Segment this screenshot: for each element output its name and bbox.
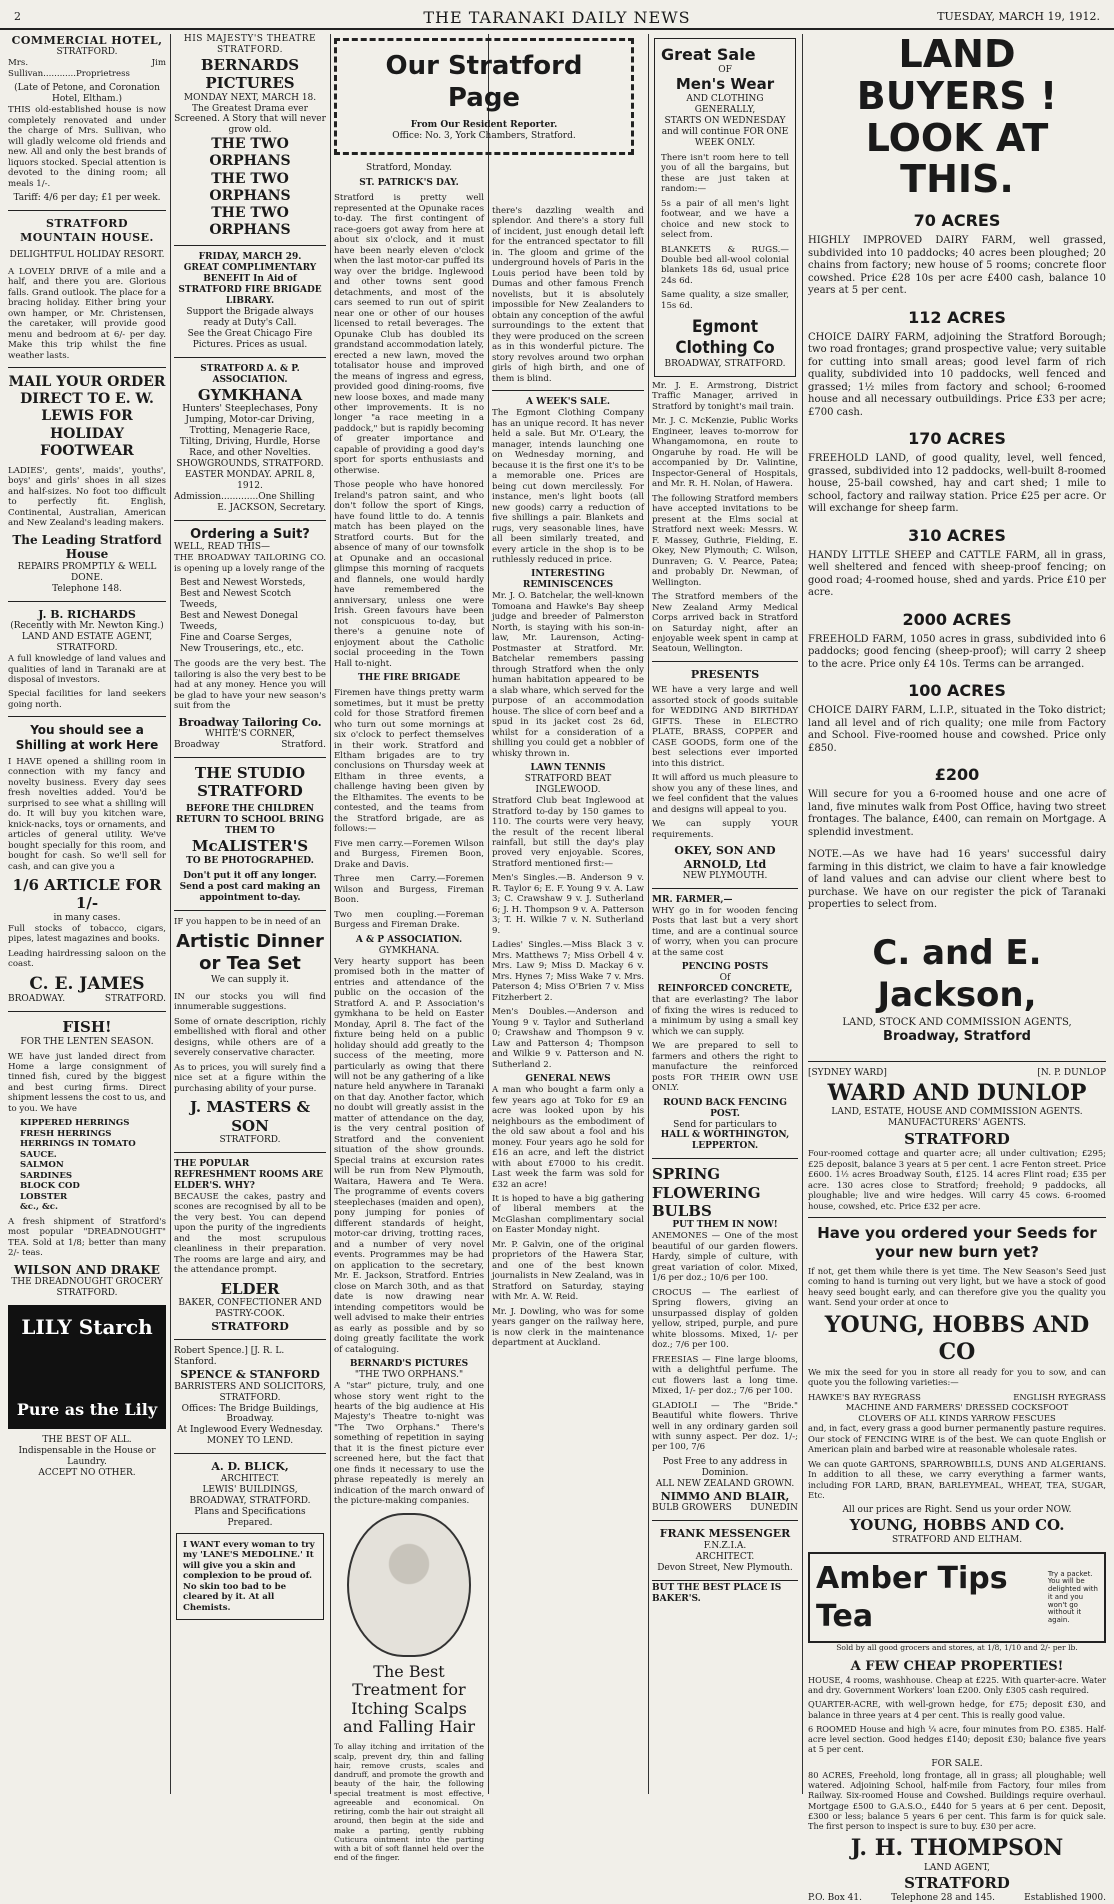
thompson-town: STRATFORD bbox=[904, 1874, 1010, 1893]
fire-brigade-heading: THE FIRE BRIGADE bbox=[358, 673, 460, 684]
fnzia: F.N.Z.I.A. bbox=[703, 1540, 747, 1551]
messenger-title: FRANK MESSENGER bbox=[659, 1527, 791, 1541]
ward-dunlop: WARD AND DUNLOP bbox=[827, 1079, 1087, 1106]
put-them-in: PUT THEM IN NOW! bbox=[672, 1220, 778, 1231]
column-1 bbox=[8, 34, 166, 1794]
tennis-sub: STRATFORD BEAT INGLEWOOD. bbox=[524, 774, 612, 796]
masthead: THE TARANAKI DAILY NEWS bbox=[423, 8, 691, 27]
acres-310-body: HANDY LITTLE SHEEP and CATTLE FARM, all in grass, well sheltered and fenced with sheep-proof fencing; on good road; 4-roomed house, shed and yards. Price £10 per acre. bbox=[808, 549, 1106, 599]
ap-heading: A & P ASSOCIATION. bbox=[355, 934, 463, 945]
elder-title: ELDER bbox=[220, 1279, 280, 1298]
suit-item: Best and Newest Scotch Tweeds, bbox=[180, 589, 292, 611]
fire-brigade-body-4: Two men coupling.—Foreman Burgess and Fireman Drake. bbox=[334, 909, 484, 931]
clothing-generally: AND CLOTHING GENERALLY, bbox=[686, 93, 764, 115]
theatre-title: HIS MAJESTY'S THEATRE STRATFORD. bbox=[183, 34, 317, 55]
fish-item: FRESH HERRINGS bbox=[20, 1128, 112, 1139]
hotel-town: STRATFORD. bbox=[56, 47, 118, 58]
amber-tips-ad bbox=[808, 1552, 1106, 1643]
studio-body: BEFORE THE CHILDREN RETURN TO SCHOOL BRING THEM TO bbox=[176, 804, 324, 837]
spence-offices: Offices: The Bridge Buildings, Broadway. bbox=[181, 1403, 319, 1425]
bulb-crocus: CROCUS — The earliest of Spring flowers, giving an unsurpassed display of golden yellow, striped, purple, and pure white blossoms. Mixed, 1/- per doz.; 7/6 per 100. bbox=[652, 1287, 798, 1351]
price-200: £200 bbox=[934, 765, 980, 785]
jackson-title: C. and E. Jackson, bbox=[872, 932, 1042, 1016]
friday-date: FRIDAY, MARCH 29. bbox=[198, 251, 302, 262]
james-title: C. E. JAMES bbox=[29, 973, 145, 994]
news-body-3: Mr. P. Galvin, one of the original proprietors of the Hawera Star, and one of the best known journalists in New Zealand, was in Stratford on Saturday, staying with Mr. A. W. Reid. bbox=[492, 1239, 644, 1303]
stratford-page-banner bbox=[334, 38, 634, 155]
messenger-architect: ARCHITECT. bbox=[695, 1551, 755, 1562]
fish-item: HERRINGS IN TOMATO SAUCE. bbox=[20, 1139, 136, 1160]
column-2 bbox=[174, 34, 326, 1794]
jackson-sub: LAND, STOCK AND COMMISSION AGENTS, bbox=[842, 1016, 1072, 1028]
dreadnought-tea: A fresh shipment of Stratford's most popular "DREADNOUGHT" TEA. Sold at 1/8; better than many 2/- teas. bbox=[8, 1216, 166, 1259]
sale-body-2: 5s a pair of all men's light footwear, and we have a choice and new stock to select from. bbox=[661, 198, 789, 241]
acres-2000-body: FREEHOLD FARM, 1050 acres in grass, subdivided into 6 paddocks; good fencing (sheep-proof); will carry 2 sheep to the acre. Price only £4 10s. Terms can be arranged. bbox=[808, 633, 1106, 670]
medoline-ad: I WANT every woman to try my 'LANE'S MEDOLINE.' It will give you a skin and complexion to be proud of. No skin too bad to be cleared by it. At all Chemists. bbox=[176, 1533, 324, 1620]
fish-item: SALMON bbox=[20, 1160, 64, 1171]
ward-sub: LAND, ESTATE, HOUSE AND COMMISSION AGENTS. MANUFACTURERS' AGENTS. bbox=[831, 1107, 1083, 1129]
bulb-freesias: FREESIAS — Fine large blooms, with a delightful perfume. The cut flowers last a long time. Mixed, 1/- per doz.; 7/6 per 100. bbox=[652, 1354, 798, 1397]
broadway-label: Broadway bbox=[174, 739, 220, 750]
easter-date: EASTER MONDAY. APRIL 8, 1912. bbox=[184, 469, 316, 491]
fish-item: &c., &c. bbox=[20, 1202, 58, 1213]
cheap-properties: A FEW CHEAP PROPERTIES! bbox=[850, 1658, 1064, 1674]
young-hobbs-2: YOUNG, HOBBS AND CO. bbox=[849, 1516, 1065, 1535]
two-orphans: THE TWO ORPHANS bbox=[209, 204, 291, 238]
mountain-house-sub: DELIGHTFUL HOLIDAY RESORT. bbox=[9, 249, 165, 260]
bernards-story: A "star" picture, truly, and one whose story went right to the hearts of the big audience at His Majesty's Theatre to-night was "The Two Orphans." There's something of repetition in saying that it is the finest picture ever screened here, but the fact that one finds it necessary to use the phrase repeatedly is merely an indication of the march onward of the picture-making companies. bbox=[334, 1381, 484, 1507]
shilling-title: You should see a Shilling at work Here bbox=[15, 723, 159, 753]
okey-town: NEW PLYMOUTH. bbox=[682, 870, 768, 881]
telephone: Telephone 148. bbox=[52, 583, 122, 594]
for-sale: FOR SALE. bbox=[931, 1758, 983, 1769]
elder-town: STRATFORD bbox=[211, 1319, 289, 1333]
young-hobbs-towns: STRATFORD AND ELTHAM. bbox=[891, 1534, 1023, 1545]
young-body: We mix the seed for you in store all ready for you to sow, and can quote you the following varieties:— bbox=[808, 1366, 1106, 1388]
spence-names: Robert Spence.] [J. R. L. Stanford. bbox=[174, 1346, 285, 1368]
items-body: Mr. J. E. Armstrong, District Traffic Manager, arrived in Stratford by tonight's mail train. bbox=[652, 380, 798, 412]
page-number: 2 bbox=[14, 10, 21, 23]
egmont-clothing: Egmont Clothing Co bbox=[675, 317, 775, 359]
lily-starch-ad bbox=[8, 1305, 166, 1429]
seeds-body: If not, get them while there is yet time. The New Season's Seed just coming to hand is turning out very light, but we have a stock of good heavy seed bought early, and can therefore give you the quality you want. Send your order at once to bbox=[808, 1265, 1106, 1308]
general-news-heading: GENERAL NEWS bbox=[525, 1074, 611, 1085]
young-body-3: We can quote GARTONS, SPARROWBILLS, DUNS AND ALGERIANS. In addition to all these, we carry everything a farmer wants, including FOR LARD, BRAN, BARLEYMEAL, WHEAT, TEA, SUGAR, Etc. bbox=[808, 1458, 1106, 1501]
lily-accept: ACCEPT NO OTHER. bbox=[38, 1468, 136, 1479]
sydney-ward: [SYDNEY WARD] bbox=[808, 1068, 887, 1079]
items-body-3: The following Stratford members have accepted invitations to be present at the Elms social at Stratford next week: Messrs. W. F. Massey, Guthrie, Fielding, E. Okey, New Plymouth; C. Wilson, Dunraven; G. V. Pearce, Patea; and probably Dr. Newman, of Wellington. bbox=[652, 493, 798, 588]
wilson-drake: WILSON AND DRAKE bbox=[14, 1262, 160, 1277]
all-nz-grown: ALL NEW ZEALAND GROWN. bbox=[655, 1478, 795, 1489]
grass-clovers: CLOVERS OF ALL KINDS YARROW FESCUES bbox=[858, 1412, 1056, 1423]
st-patricks-body: Stratford is pretty well represented at the Opunake races to-day. The first contingent of race-goers got away from here at about six o'clock, and it must have been nearly eleven o'clock when the last motor-car puffed its way over the bridge. Inglewood and other towns sent good detachments, and most of the cars seemed to run out of spirit near one or other of our houses licensed to retail beverages. The Opunake Club has doubled its grandstand accommodation lately, erected a new lawn, moved the totalisator house and improved the means of ingress and egress, provided good dining-rooms, five new loose boxes, and made many other improvements. It is no longer "a race meeting in a paddock," but is rapidly becoming of greater importance and capable of providing a good day's sport for sports enthusiasts and otherwise. bbox=[334, 193, 484, 476]
fish-sub: FOR THE LENTEN SEASON. bbox=[20, 1036, 154, 1047]
sale-starts: STARTS ON WEDNESDAY and will continue FOR ONE WEEK ONLY. bbox=[661, 115, 789, 148]
presents-body-3: We can supply YOUR requirements. bbox=[652, 819, 798, 840]
messenger-devon: Devon Street, New Plymouth. bbox=[657, 1562, 793, 1573]
mountain-house-body: A LOVELY DRIVE of a mile and a half, and there you are. Glorious falls. Grand outlook. The place for a bracing holiday. Either bring your own hamper, or Mr. Christensen, the caretaker, will provide good menu and bedroom at 6/- per day. Make this trip whilst the fine weather lasts. bbox=[8, 266, 166, 361]
admission: Admission.............One Shilling bbox=[174, 491, 315, 502]
column-rule bbox=[648, 34, 649, 1794]
chicago-fire: See the Great Chicago Fire Pictures. Prices as usual. bbox=[187, 328, 313, 350]
look-at-this: LOOK AT THIS. bbox=[865, 115, 1049, 202]
presents-heading: PRESENTS bbox=[690, 667, 760, 681]
tennis-body-2: Men's Singles.—B. Anderson 9 v. R. Taylor 6; E. F. Young 9 v. A. Law 3; C. Crawshaw 9 v. J. Sutherland 6; J. H. Thompson 9 v. A. Patterson 3; T. H. Wilkie 7 v. N. Sutherland 9. bbox=[492, 873, 644, 936]
suit-item: Fine and Coarse Serges, bbox=[180, 633, 293, 644]
thompson-est: Established 1900. bbox=[1024, 1892, 1106, 1903]
photographed: TO BE PHOTOGRAPHED. bbox=[186, 855, 314, 866]
dinner-intro: IF you happen to be in need of an bbox=[174, 916, 321, 927]
brigade-support: Support the Brigade always ready at Duty's Call. bbox=[186, 306, 314, 328]
dateline: Stratford, Monday. bbox=[366, 163, 452, 174]
elder-head: THE POPULAR REFRESHMENT ROOMS ARE ELDER'S. WHY? bbox=[174, 1158, 324, 1191]
posts-body: that are everlasting? The labor of fixing the wires is reduced to a minimum by using a small key which we can supply. bbox=[652, 995, 798, 1037]
items-body-2: Mr. J. C. McKenzie, Public Works Engineer, leaves to-morrow for Whangamomona, en route to Ongaruhe by road. He will be accompanied by Dr. Valintine, Inspector-General of Hospitals, and Mr. R. H. Nolan, of Hawera. bbox=[652, 416, 798, 490]
column-rule bbox=[330, 34, 331, 1794]
fish-item: LOBSTER bbox=[20, 1191, 68, 1202]
scalp-title: The Best Treatment for Itching Scalps and Falling Hair bbox=[343, 1661, 475, 1736]
spring-bulbs-title: SPRING FLOWERING BULBS bbox=[652, 1165, 761, 1221]
fish-item: BLOCK COD bbox=[20, 1181, 80, 1192]
st-patricks-heading: ST. PATRICK'S DAY. bbox=[359, 178, 459, 189]
ward-town: STRATFORD bbox=[904, 1129, 1010, 1148]
amber-sold: Sold by all good grocers and stores, at 1/8, 1/10 and 2/- per lb. bbox=[836, 1643, 1078, 1653]
acres-112: 112 ACRES bbox=[908, 307, 1006, 327]
st-patricks-body-2: Those people who have honored Ireland's patron saint, and who don't follow the sport of Kings, have found little to do. A tennis match has been played on the Stratford courts. But for the absence of many of our townsfolk at Opunake and an occasional glimpse this morning of racquets and flannels, one would hardly have remembered the anniversary, unless one were Irish. Green favours have been not conspicuous to-day, but there's a genuine note of enjoyment about the Catholic social proceeding in the Town Hall to-night. bbox=[334, 480, 484, 669]
posts-body-2: We are prepared to sell to farmers and others the right to manufacture the reinforced posts FOR THEIR OWN USE ONLY. bbox=[652, 1041, 798, 1094]
hotel-proprietress: Mrs. Jim Sullivan............Proprietress bbox=[8, 58, 166, 79]
sale-body-4: Same quality, a size smaller, 15s 6d. bbox=[661, 290, 789, 311]
ap-association: STRATFORD A. & P. ASSOCIATION. bbox=[200, 363, 300, 385]
page-header bbox=[0, 8, 1114, 30]
acres-170-body: FREEHOLD LAND, of good quality, level, well fenced, grassed, subdivided into 12 paddocks, well-built 8-roomed house, 25-bail cowshed, hay and cart shed; 1 mile to school, factory and railway station. Price £25 per acre. Or will exchange for sheep farm. bbox=[808, 453, 1106, 515]
dunedin: DUNEDIN bbox=[750, 1503, 798, 1514]
blick-plans: Plans and Specifications Prepared. bbox=[194, 1506, 306, 1528]
dinner-title: Artistic Dinner or Tea Set bbox=[176, 931, 324, 974]
gymkhana-body: Hunters' Steeplechases, Pony Jumping, Motor-car Driving, Trotting, Menagerie Race, Tilting, Driving, Hurdle, Horse Race, and other Novelties. bbox=[179, 403, 321, 458]
studio-title: THE STUDIO STRATFORD bbox=[194, 763, 306, 801]
hotel-body: THIS old-established house is now completely renovated and under the charge of Mrs. Sullivan, who will gladly welcome old friends and new. All and only the best brands of liquors stocked. Special attention is devoted to the dining room; all meals 1/-. bbox=[8, 105, 166, 189]
orphans-story-cont: there's dazzling wealth and splendor. And there's a story full of incident, just enough detail left for the entranced spectator to fill in. The gloom and grime of the underground hovels of Paris in the Louis period have been told by Dumas and other famous French novelists, but it is absolutely impossible for New Zealanders to obtain any conception of the awful surroundings to the extent that they were produced on the screen as in this wonderful picture. The story revolves around two orphan girls of high birth, and one of them is blind. bbox=[492, 206, 644, 384]
cheap-4: 80 ACRES, Freehold, long frontage, all in grass; all ploughable; well watered. Adjoining School, half-mile from Factory, four miles from Railway. Six-roomed House and Cowshed. Buildings require overhaul. Mortgage £500 to G.A.S.O., £440 for 5 years at 6 per cent. Deposit, £300 or less; balance 5 years 6 per cent. This farm is for quick sale. The first person to inspect is sure to buy. £30 per acre. bbox=[808, 1769, 1106, 1832]
jackson-note: NOTE.—As we have had 16 years' successful dairy farming in this district, we claim to have a fair knowledge of land values and can advise our client where best to purchase. We have on our register the pick of Taranaki properties to select from. bbox=[808, 849, 1106, 911]
column-rule bbox=[170, 34, 171, 1794]
news-body: A man who bought a farm only a few years ago at Toko for £9 an acre was looked upon by his neighbours as the embodiment of the old saw about a fool and his money. Four years ago he sold for £16 an acre, and left the district with about £7000 to his credit. Last week the farm was sold for £32 an acre! bbox=[492, 1085, 644, 1190]
np-dunlop: [N. P. DUNLOP bbox=[1037, 1068, 1106, 1079]
benefit: GREAT COMPLIMENTARY BENEFIT In Aid of STRATFORD FIRE BRIGADE LIBRARY. bbox=[178, 262, 322, 306]
thompson-tel: Telephone 28 and 145. bbox=[891, 1892, 996, 1903]
news-body-2: It is hoped to have a big gathering of liberal members at the McGlashan complimentary social on Easter Monday night. bbox=[492, 1193, 644, 1236]
richards-sub: (Recently with Mr. Newton King.) bbox=[10, 621, 164, 632]
whites-corner: WHITE'S CORNER, bbox=[205, 728, 295, 739]
bernards-monday: MONDAY NEXT, MARCH 18. bbox=[183, 92, 317, 103]
column-6 bbox=[808, 32, 1106, 1903]
cheap-1: HOUSE, 4 rooms, washhouse. Cheap at £225. With quarter-acre. Water and dry. Government Workers' loan £200. Only £305 cash required. bbox=[808, 1674, 1106, 1696]
broadway-tailoring: Broadway Tailoring Co. bbox=[178, 715, 322, 729]
article-cases: in many cases. bbox=[53, 912, 121, 923]
presents-body-2: It will afford us much pleasure to show you any of these lines, and we feel confident that the values and designs will appeal to you. bbox=[652, 773, 798, 815]
grass-cocksfoot: MACHINE AND FARMERS' DRESSED COCKSFOOT bbox=[845, 1402, 1069, 1413]
james-addr-right: STRATFORD. bbox=[104, 994, 166, 1005]
richards-special: Special facilities for land seekers going north. bbox=[8, 689, 166, 710]
sale-of: OF bbox=[718, 64, 732, 75]
fire-brigade-body: Firemen have things pretty warm sometimes, but it must be pretty cold for those Stratford firemen who turn out some mornings at six o'clock to perfect themselves in their work. Stratford and Eltham brigades are to try conclusions on Thursday week at Eltham in three events, a challenge having been given by the Elthamites. The events to be contested, and the teams from the Stratford brigade, are as follows:— bbox=[334, 688, 484, 835]
young-hobbs: YOUNG, HOBBS AND CO bbox=[824, 1311, 1090, 1366]
acres-70-body: HIGHLY IMPROVED DAIRY FARM, well grassed, subdivided into 10 paddocks; 40 acres been ploughed; 20 chains from factory; new house of 5 rooms; concrete floor cowshed. Price £28 10s per acre £400 cash, balance 10 years at 5 per cent. bbox=[808, 235, 1106, 297]
send-particulars: Send for particulars to bbox=[673, 1119, 777, 1130]
thompson-sub: LAND AGENT, bbox=[923, 1862, 991, 1873]
week-sale-heading: A WEEK'S SALE. bbox=[526, 397, 610, 408]
money-to-lend: MONEY TO LEND. bbox=[206, 1436, 294, 1447]
tennis-body: Stratford Club beat Inglewood at Stratford to-day by 150 games to 110. The courts were very heavy, the result of the recent liberal rainfall, but still the day's play proved very enjoyable. Scores, Stratford mentioned first:— bbox=[492, 796, 644, 869]
great-sale: Great Sale bbox=[661, 45, 756, 64]
wilson-drake-sub: THE DREADNOUGHT GROCERY STRATFORD. bbox=[11, 1277, 163, 1299]
lily-slogan: Pure as the Lily bbox=[16, 1399, 158, 1419]
amber-try: Try a packet. You will be delighted with it and you won't go without it again. bbox=[1047, 1569, 1098, 1624]
saloon: Leading hairdressing saloon on the coast. bbox=[8, 948, 166, 970]
jackson-address: Broadway, Stratford bbox=[883, 1029, 1031, 1045]
gymkhana-title: GYMKHANA bbox=[197, 385, 303, 404]
acres-2000: 2000 ACRES bbox=[902, 609, 1012, 629]
hotel-title: COMMERCIAL HOTEL, bbox=[11, 34, 163, 47]
dinner-body-2: Some of ornate description, richly embellished with floral and other designs, while others are of a severely conservative character. bbox=[174, 1016, 326, 1059]
lily-best: THE BEST OF ALL. bbox=[42, 1435, 132, 1446]
suit-item: New Trouserings, etc., etc. bbox=[180, 644, 304, 655]
bernards-drama: The Greatest Drama ever Screened. A Story that will never grow old. bbox=[174, 103, 326, 136]
gymkhana-heading: GYMKHANA. bbox=[378, 945, 440, 956]
tennis-heading: LAWN TENNIS bbox=[530, 763, 606, 774]
fencing-posts: PENCING POSTS bbox=[681, 962, 769, 973]
acres-100-body: CHOICE DAIRY FARM, L.I.P., situated in the Toko district; land all level and of rich quality; one mile from Factory and School. Five-roomed house and cowshed. Price only £850. bbox=[808, 705, 1106, 754]
gymkhana-story: Very hearty support has been promised both in the matter of entries and attendance of the public on the occasion of the Stratford A. and P. Association's gymkhana to be held on Easter Monday, April 8. The fact of the fixture being held on a public holiday should add greatly to the success of the meeting, more particularly as owing that there will not be any gathering of a like nature held anywhere in Taranaki on that day. Another factor, which no doubt will greatly assist in the matter of attendance on the day, is the very central position of Stratford and the convenient situation of the show grounds. Special trains at excursion rates will be run from New Plymouth, Waitara, Hawera and Te Wera. The programme of events covers steeplechases (maiden and open), pony jumping for ponies of different standards of height, motor-car driving, trotting races, and a number of very novel events. Programmes may be had on application to the secretary, Mr. E. Jackson, Stratford. Entries close on March 30th, and as that date is now drawing near intending competitors would be well advised to make their entries as early as possible and by so doing greatly facilitate the work of cataloguing. bbox=[334, 956, 484, 1355]
nimmo-blair: NIMMO AND BLAIR, bbox=[660, 1489, 790, 1503]
reminiscences-body: Mr. J. O. Batchelar, the well-known Tomoana and Hawke's Bay sheep judge and breeder of Palmerston North, is staying with his son-in-law, Mr. Laurenson, Acting-Postmaster at Stratford. Mr. Batchelar remembers passing through Stratford when the only human habitation appeared to be a slab whare, which served for the purpose of an accommodation house. The slice of corn beef and a spud in its jacket cost 2s 6d, whilst for a consideration of a shilling you could get a nobbler of whisky thrown in. bbox=[492, 591, 644, 759]
mail-order-body: LADIES', gents', maids', youths', boys' and girls' shoes in all sizes and half-sizes. No foot too difficult to perfectly fit. English, Continental, Australian, American and New Zealand's leading makers. bbox=[8, 465, 166, 529]
showgrounds: SHOWGROUNDS, STRATFORD. bbox=[176, 458, 324, 469]
okey-arnold: OKEY, SON AND ARNOLD, Ltd bbox=[674, 844, 776, 871]
acres-310: 310 ACRES bbox=[908, 525, 1006, 545]
thompson-title: J. H. THOMPSON bbox=[850, 1835, 1064, 1862]
spence-sub: BARRISTERS AND SOLICITORS, STRATFORD. bbox=[174, 1381, 326, 1403]
suit-body: THE BROADWAY TAILORING CO. is opening up a lovely range of the bbox=[174, 553, 326, 574]
leading-house: The Leading Stratford House bbox=[12, 532, 162, 562]
lily-starch-title: LILY Starch bbox=[21, 1315, 153, 1340]
suit-title: Ordering a Suit? bbox=[190, 526, 310, 542]
repairs: REPAIRS PROMPTLY & WELL DONE. bbox=[17, 561, 157, 583]
mens-wear-sale-ad bbox=[654, 38, 796, 377]
egmont-address: BROADWAY, STRATFORD. bbox=[664, 358, 786, 369]
bernards-title: BERNARDS PICTURES bbox=[200, 55, 300, 93]
post-free: Post Free to any address in Dominion. bbox=[662, 1456, 788, 1478]
suit-body-2: The goods are the very best. The tailoring is also the very best to be had at any money. Hence you will be glad to have your new season's suit from the bbox=[174, 659, 326, 712]
bulb-growers: BULB GROWERS bbox=[652, 1503, 732, 1514]
acres-100: 100 ACRES bbox=[908, 681, 1006, 701]
hall-worthington: HALL & WORTHINGTON, LEPPERTON. bbox=[660, 1130, 790, 1152]
fish-item: SARDINES bbox=[20, 1170, 73, 1181]
suit-item: Best and Newest Donegal Tweeds, bbox=[180, 611, 298, 633]
hotel-late: (Late of Petone, and Coronation Hotel, Eltham.) bbox=[14, 83, 160, 105]
dinner-supply: We can supply it. bbox=[211, 974, 289, 985]
acres-112-body: CHOICE DAIRY FARM, adjoining the Stratford Borough; two road frontages; grand prospective value; very suitable for cutting into small areas; good level farm of rich quality, subdivided into 10 paddocks, well fenced and grassed; 1½ miles from factory and school; 6-roomed house and all necessary outbuildings. Price £33 per acre; £700 cash. bbox=[808, 331, 1106, 418]
masters-town: STRATFORD. bbox=[219, 1134, 281, 1145]
sale-body-3: BLANKETS & RUGS.—Double bed all-wool colonial blankets 18s 6d, usual price 24s 6d. bbox=[661, 244, 789, 286]
richards-title: J. B. RICHARDS bbox=[38, 607, 136, 621]
blick-architect: ARCHITECT. bbox=[220, 1473, 280, 1484]
suit-item: Best and Newest Worsteds, bbox=[180, 578, 306, 589]
grass-hawkes-bay: HAWKE'S BAY RYEGRASS bbox=[808, 1391, 921, 1402]
news-body-4: Mr. J. Dowling, who was for some years ganger on the railway here, is now clerk in the maintenance department at Auckland. bbox=[492, 1306, 644, 1349]
tobacco-stock: Full stocks of tobacco, cigars, pipes, latest magazines and books. bbox=[8, 923, 166, 945]
farmer-body: WHY go in for wooden fencing Posts that last but a very short time, and are a continual source of worry, when you can procure at the same cost bbox=[652, 905, 798, 958]
young-body-2: and, in fact, every grass a good burner permanently pasture requires. Our stock of FENCING WIRE is of the best. We can quote English or American plain and barbed wire at reasonable wholesale rates. bbox=[808, 1423, 1106, 1455]
reporter-office: Office: No. 3, York Chambers, Stratford. bbox=[392, 131, 576, 142]
fish-item: KIPPERED HERRINGS bbox=[20, 1118, 130, 1129]
seeds-title: Have you ordered your Seeds for your new burn yet? bbox=[817, 1224, 1097, 1262]
studio-dont: Don't put it off any longer. Send a post card making an appointment to-day. bbox=[179, 870, 321, 903]
mail-order-title: MAIL YOUR ORDER DIRECT TO E. W. LEWIS FOR HOLIDAY FOOTWEAR bbox=[8, 374, 166, 459]
column-rule bbox=[802, 34, 803, 1794]
spence-title: SPENCE & STANFORD bbox=[180, 1368, 320, 1382]
presents-body: WE have a very large and well assorted stock of goods suitable for WEDDING AND BIRTHDAY GIFTS. These in ELECTRO PLATE, BRASS, COPPER and CASE GOODS, form one of the best selections ever imported into this district. bbox=[652, 685, 798, 769]
sale-body: There isn't room here to tell you of all the bargains, but these are just taken at random:— bbox=[661, 152, 789, 195]
blick-title: A. D. BLICK, bbox=[211, 1460, 289, 1474]
spence-inglewood: At Inglewood Every Wednesday. bbox=[177, 1425, 323, 1436]
lily-indispensable: Indispensable in the House or Laundry. bbox=[18, 1446, 156, 1468]
reinforced-concrete: REINFORCED CONCRETE, bbox=[657, 984, 793, 995]
orphans-heading: "THE TWO ORPHANS." bbox=[354, 1370, 464, 1381]
acres-70: 70 ACRES bbox=[913, 211, 1001, 231]
james-addr-left: BROADWAY. bbox=[8, 994, 66, 1005]
grass-english: ENGLISH RYEGRASS bbox=[1013, 1391, 1106, 1402]
bulb-anemones: ANEMONES — One of the most beautiful of our garden flowers. Hardy, simple of culture, with great variation of color. Mixed, 1/6 per doz.; 10/6 per 100. bbox=[652, 1231, 798, 1284]
blick-address: LEWIS' BUILDINGS, BROADWAY, STRATFORD. bbox=[189, 1484, 311, 1506]
tennis-body-3: Ladies' Singles.—Miss Black 3 v. Mrs. Matthews 7; Miss Orbell 4 v. Mrs. Law 9; Miss D. Mackay 6 v. Mrs. Hynes 7; Miss Wake 7 v. Mrs. Paterson 4; Miss O'Brien 7 v. Miss Fitzherbert 2. bbox=[492, 940, 644, 1003]
richards-body: A full knowledge of land values and qualities of land in Taranaki are at disposal of investors. bbox=[8, 654, 166, 685]
baker-line: BUT THE BEST PLACE IS BAKER'S. bbox=[652, 1580, 798, 1605]
dinner-body-3: As to prices, you will surely find a nice set at a figure within the purchasing ability of your purse. bbox=[174, 1062, 326, 1094]
reminiscences-heading: INTERESTING REMINISCENCES bbox=[522, 569, 614, 591]
column-rule bbox=[488, 34, 489, 1794]
acres-170: 170 ACRES bbox=[908, 429, 1006, 449]
issue-date: TUESDAY, MARCH 19, 1912. bbox=[937, 10, 1100, 23]
fire-brigade-body-2: Five men carry.—Foremen Wilson and Burgess, Firemen Boon, Drake and Davis. bbox=[334, 838, 484, 870]
elder-body: BECAUSE the cakes, pastry and scones are recognised by all to be the very best. You can depend upon the purity of the ingredients and the most scrupulous cleanliness in their preparation. The rooms are large and airy, and the attendance prompt. bbox=[174, 1191, 326, 1276]
bernards-heading: BERNARD'S PICTURES bbox=[349, 1359, 469, 1370]
richards-agency: LAND AND ESTATE AGENT, STRATFORD. bbox=[21, 632, 153, 654]
cheap-2: QUARTER-ACRE, with well-grown hedge, for £75; deposit £30, and balance in three years at 4 per cent. This is really good value. bbox=[808, 1699, 1106, 1720]
mountain-house-title: STRATFORD MOUNTAIN HOUSE. bbox=[20, 217, 154, 244]
mcalister: McALISTER'S bbox=[191, 837, 309, 856]
mr-farmer: MR. FARMER,— bbox=[652, 894, 733, 905]
mens-wear: Men's Wear bbox=[675, 75, 775, 94]
fish-title: FISH! bbox=[62, 1018, 112, 1037]
dinner-body: IN our stocks you will find innumerable suggestions. bbox=[174, 991, 326, 1013]
column-5 bbox=[652, 34, 798, 1794]
amber-tips-title: Amber Tips Tea bbox=[816, 1561, 1008, 1634]
thompson-box: P.O. Box 41. bbox=[808, 1892, 862, 1903]
jackson-secretary: E. JACKSON, Secretary. bbox=[217, 502, 326, 513]
fire-brigade-body-3: Three men Carry.—Foremen Wilson and Burgess, Fireman Boon. bbox=[334, 874, 484, 906]
stratford-page-title: Our Stratford Page bbox=[385, 51, 583, 113]
bulb-gladioli: GLADIOLI — The "Bride." Beautiful white flowers. Thrive well in any ordinary garden soil with sunny aspect. Per doz. 1/-; per 100, 7/6 bbox=[652, 1400, 798, 1453]
masters-title: J. MASTERS & SON bbox=[189, 1098, 311, 1135]
elder-sub: BAKER, CONFECTIONER AND PASTRY-COOK. bbox=[178, 1297, 322, 1319]
price-200-body: Will secure for you a 6-roomed house and one acre of land, five minutes walk from Post Office, having two street frontages. The balance, £400, can remain on Mortgage. A splendid investment. bbox=[808, 789, 1106, 838]
round-back-post: ROUND BACK FENCING POST. bbox=[663, 1097, 787, 1119]
scalp-body: To allay itching and irritation of the scalp, prevent dry, thin and falling hair, remove crusts, scales and dandruff, and promote the growth and beauty of the hair, the following special treatment is most effective, agreeable and economical. On retiring, comb the hair out straight all around, then begin at the side and make a parting, gently rubbing Cuticura ointment into the parting with a bit of soft flannel held over the end of the finger. bbox=[334, 1742, 484, 1863]
resident-reporter: From Our Resident Reporter. bbox=[410, 120, 558, 131]
land-buyers: LAND BUYERS ! bbox=[856, 32, 1058, 118]
hair-illustration bbox=[347, 1513, 471, 1657]
week-sale-body: The Egmont Clothing Company has an unique record. It has never held a sale. But Mr. O'Leary, the manager, intends launching one on Wednesday morning, and because it is the first one it's to be a memorable one. Prices are being cut down mercilessly. For instance, men's light boots (all new goods) carry a reduction of five shillings a pair. Blankets and rugs, very seasonable lines, have all been similarly treated, and every article in the shop is to be ruthlessly reduced in price. bbox=[492, 408, 644, 565]
suit-read: WELL, READ THIS— bbox=[174, 542, 270, 553]
cheap-3: 6 ROOMED House and high ¼ acre, four minutes from P.O. £385. Half-acre level section. Good hedges £140; deposit £30; balance five years at 5 per cent. bbox=[808, 1723, 1106, 1755]
young-prices: All our prices are Right. Send us your order NOW. bbox=[842, 1504, 1072, 1515]
tennis-body-4: Men's Doubles.—Anderson and Young 9 v. Taylor and Sutherland 0; Crawshaw and Thompson 9 v. Law and Patterson 4; Thompson and Wilkie 9 v. Patterson and N. Sutherland 2. bbox=[492, 1007, 644, 1070]
shilling-body: I HAVE opened a shilling room in connection with my fancy and novelty business. Every day sees fresh novelties added. You'd be surprised to see what a shilling will do. It will buy you kitchen ware, knick-nacks, toys or ornaments, and articles of general utility. We've bought specially for this room, and bought for cash. So we'll sell for cash, and can give you a bbox=[8, 756, 166, 872]
two-orphans: THE TWO ORPHANS bbox=[209, 136, 291, 170]
two-orphans: THE TWO ORPHANS bbox=[209, 170, 291, 204]
hotel-tariff: Tariff: 4/6 per day; £1 per week. bbox=[13, 193, 161, 204]
column-4 bbox=[492, 206, 644, 1794]
items-body-4: The Stratford members of the New Zealand Army Medical Corps arrived back in Stratford on Saturday night, after an enjoyable week spent in camp at Seatoun, Wellington. bbox=[652, 592, 798, 655]
stratford-label: Stratford. bbox=[281, 739, 326, 750]
article-price: 1/6 ARTICLE FOR 1/- bbox=[12, 876, 162, 913]
posts-of: Of bbox=[719, 973, 731, 984]
fish-body: WE have just landed direct from Home a large consignment of tinned fish, cured by the biggest and best curing firms. Direct shipment lessens the cost to us, and to you. We have bbox=[8, 1051, 166, 1114]
ward-body: Four-roomed cottage and quarter acre; all under cultivation; £295; £25 deposit, balance 3 years at 5 per cent. 1 acre Fenton street. Price £600. 1½ acres Broadway South, £125. 14 acres Flint road; £35 per acre. 130 acres close to Stratford; freehold; 9 paddocks, all ploughable; live and wire hedges. Will carry 45 cows. 6-roomed house, cowshed, etc. Price £32 per acre. bbox=[808, 1148, 1106, 1211]
